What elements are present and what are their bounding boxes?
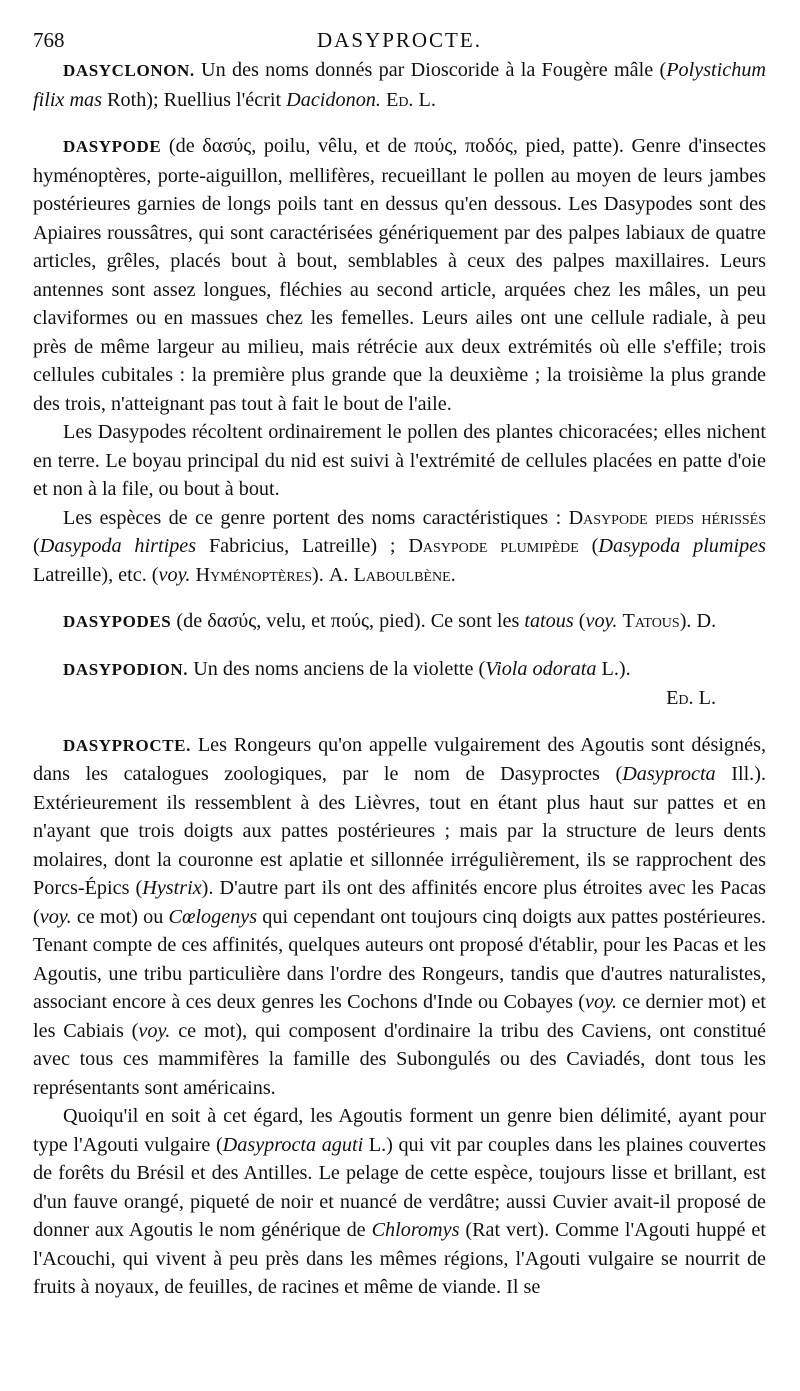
scientific-name: Polystichum filix mas bbox=[33, 59, 766, 111]
variant-name: Dacidonon. bbox=[286, 88, 381, 111]
entry-paragraph: DASYPROCTE. Les Rongeurs qu'on appelle vulgairement des Agoutis sont désignés, dans les catalogues zoologiques, par le nom de Dasyproctes (Dasyprocta Ill.). Extérieurement ils ressemblent à des Lièvres, tout en étant plus haut sur pattes et en n'ayant que trois doigts aux pattes postérieures ; mais par la structure de leurs dents molaires, dont la couronne est aplatie et sillonnée irrégulièrement, ils se rapprochent des Porcs-Épics (Hystrix). D'autre part ils ont des affinités encore plus étroites avec les Pacas (voy. ce mot) ou Cœlogenys qui cependant ont toujours cinq doigts aux pattes postérieures. Tenant compte de ces affinités, quelques auteurs ont proposé d'établir, pour les Pacas et les Agoutis, une tribu particulière dans l'ordre des Rongeurs, tandis que d'autres naturalistes, associant encore à ces deux genres les Cochons d'Inde ou Cobayes (voy. ce dernier mot) et les Cabiais (voy. ce mot), qui composent d'ordinaire la tribu des Caviens, ont constitué avec tous ces mammifères la famille des Subongulés ou des Caviadés, dont tous les représentants sont américains. bbox=[33, 733, 767, 1099]
entry-paragraph: Quoiqu'il en soit à cet égard, les Agoutis forment un genre bien délimité, ayant pour type l'Agouti vulgaire (Dasyprocta aguti L.) qui vit par couples dans les plaines couvertes de forêts du Brésil et des Antilles. Le pelage de cette espèce, toujours lisse et brillant, est d'un fauve orangé, piqueté de noir et nuancé de verdâtre; aussi Cuvier avait-il proposé de donner aux Agoutis le nom générique de Chloromys (Rat vert). Comme l'Agouti huppé et l'Acouchi, qui vivent à peu près dans les mêmes régions, l'Agouti vulgaire se nourrit de fruits à noyaux, de feuilles, de racines et même de viande. Il se bbox=[33, 1105, 766, 1298]
entry-dasypodes bbox=[33, 607, 766, 637]
headword: DASYPODE bbox=[63, 137, 162, 156]
author-signature: Ed. L. bbox=[380, 88, 436, 111]
entry-paragraph: Les espèces de ce genre portent des noms caractéristiques : Dasypode pieds hérissés (Dasypoda hirtipes Fabricius, Latreille) ; Dasypode plumipède (Dasypoda plumipes Latreille), etc. (voy. Hyménoptères). A. Laboulbène. bbox=[33, 506, 766, 586]
entry-paragraph: DASYPODES (de δασύς, velu, et πούς, pied). Ce sont les tatous (voy. Tatous). D. bbox=[63, 610, 717, 632]
entry-dasyclonon bbox=[33, 56, 766, 114]
headword: DASYPROCTE. bbox=[63, 735, 191, 755]
author-signature: Ed. L. bbox=[666, 687, 716, 709]
author-signature: A. Laboulbène. bbox=[328, 563, 456, 586]
entry-dasypodion bbox=[33, 655, 766, 713]
entry-paragraph: DASYCLONON. Un des noms donnés par Dioscoride à la Fougère mâle (Polystichum filix mas Roth); Ruellius l'écrit Dacidonon. Ed. L. bbox=[33, 59, 766, 111]
document-page bbox=[33, 22, 766, 1320]
entry-dasypode bbox=[33, 132, 766, 589]
entry-paragraph: DASYPODE (de δασύς, poilu, vêlu, et de πούς, ποδός, pied, patte). Genre d'insectes hyménoptères, porte-aiguillon, mellifères, recueillant le pollen au moyen de leurs jambes postérieures garnies de longs poils tant en dessus qu'en dessous. Les Dasypodes sont des Apiaires roussâtres, qui sont caractérisées génériquement par des palpes labiaux de quatre articles, grêles, placés bout à bout, semblables à ceux des palpes maxillaires. Leurs antennes sont assez longues, fléchies au second article, arquées chez les mâles, un peu claviformes ou en massues chez les femelles. Leurs ailes ont une cellule radiale, à peu près de même largeur au milieu, mais rétrécie aux deux extrémités où elle s'effile; trois cellules cubitales : la première plus grande que la deuxième ; la troisième la plus grande des trois, n'atteignant pas tout à fait le bout de l'aile. bbox=[33, 135, 766, 415]
entry-paragraph: DASYPODION. Un des noms anciens de la violette (Viola odorata L.). bbox=[63, 657, 631, 680]
running-title: DASYPROCTE. bbox=[317, 28, 482, 52]
page-header bbox=[33, 22, 766, 56]
headword: DASYPODES bbox=[63, 612, 172, 631]
author-signature: ). D. bbox=[679, 610, 717, 632]
entry-paragraph: Les Dasypodes récoltent ordinairement le pollen des plantes chicoracées; elles nichent en terre. Le boyau principal du nid est suivi à l'extrémité de cellules placées en patte d'oie et non à la file, ou bout à bout. bbox=[33, 421, 766, 500]
page-number: 768 bbox=[33, 28, 65, 52]
headword: DASYCLONON. bbox=[63, 61, 195, 80]
headword: DASYPODION. bbox=[63, 659, 189, 679]
entry-dasyprocte bbox=[33, 731, 766, 1302]
